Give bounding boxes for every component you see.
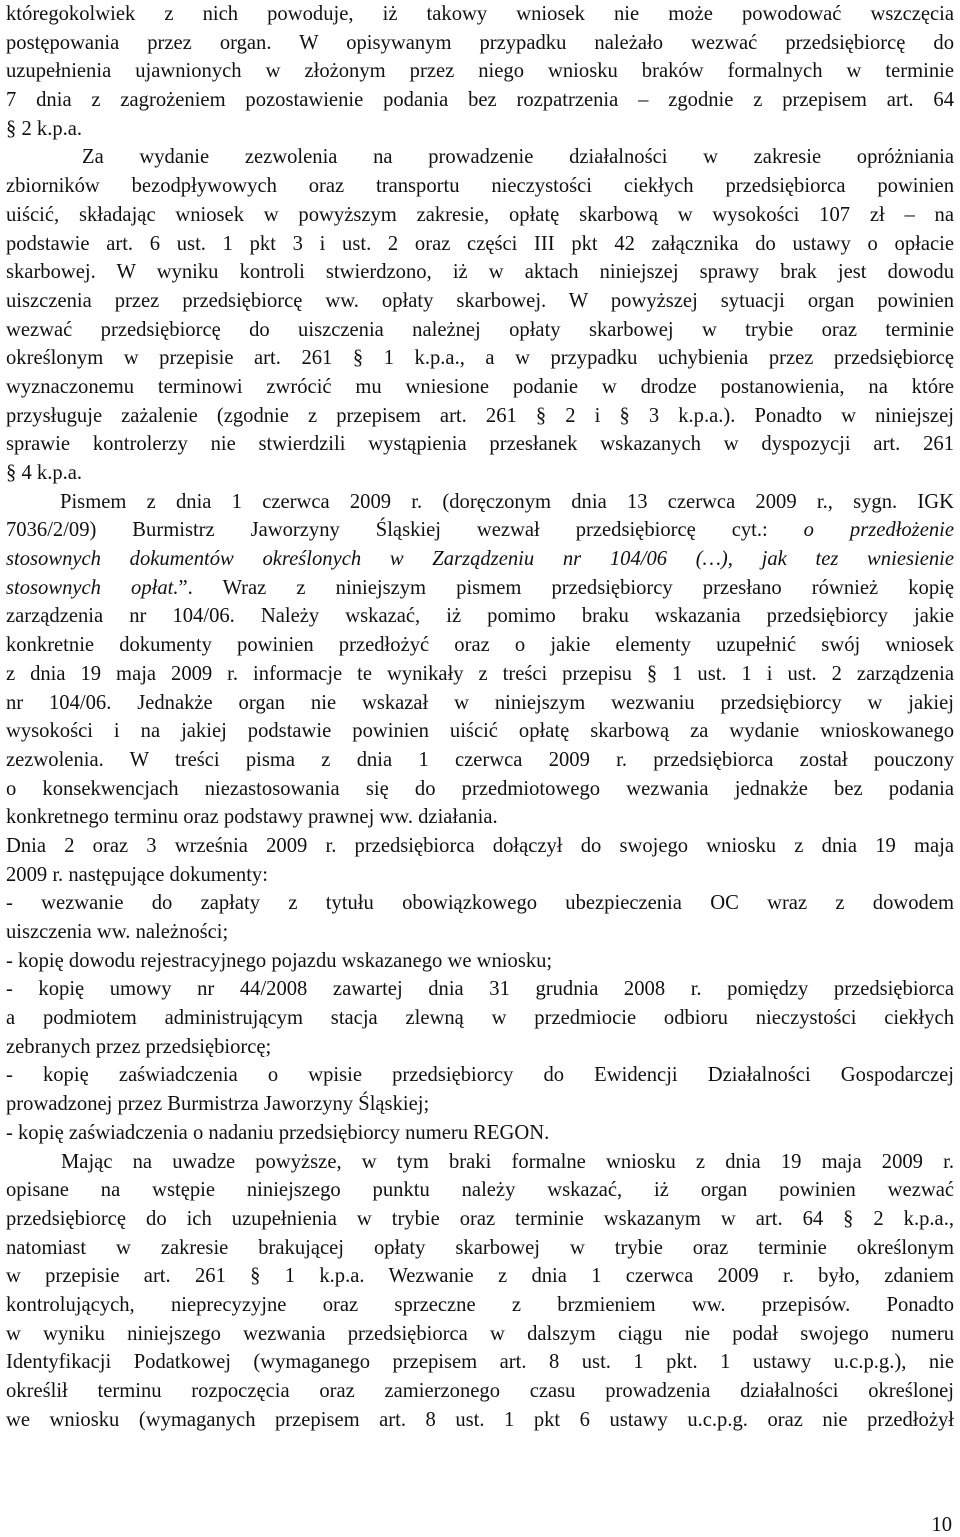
italic-quote: o przedłożenie [803, 519, 954, 542]
text-segment: 7036/2/09) Burmistrz Jaworzyny Śląskiej wezwał przedsiębiorcę cyt.: [6, 519, 804, 542]
text-line: - wezwanie do zapłaty z tytułu obowiązkowego ubezpieczenia OC wraz z dowodem [6, 892, 954, 915]
text-line [6, 516, 954, 545]
text-line: któregokolwiek z nich powoduje, iż takowy wniosek nie może powodować wszczęcia [6, 3, 954, 25]
text-line: - kopię umowy nr 44/2008 zawartej dnia 31 grudnia 2008 r. pomiędzy przedsiębiorca [6, 978, 954, 1001]
text-line: Za wydanie zezwolenia na prowadzenie działalności w zakresie opróżniania [82, 146, 954, 169]
text-line: - kopię dowodu rejestracyjnego pojazdu wskazanego we wniosku; [6, 949, 553, 972]
text-line [6, 545, 954, 574]
text-line: określił terminu rozpoczęcia oraz zamierzonego czasu prowadzenia działalności określonej [6, 1380, 954, 1402]
text-line: we wniosku (wymaganych przepisem art. 8 ust. 1 pkt 6 ustawy u.c.p.g. oraz nie przedłożył [6, 1408, 954, 1431]
text-line: zebranych przez przedsiębiorcę; [6, 1035, 272, 1058]
text-line: wysokości i na jakiej podstawie powinien uiścić opłatę skarbową za wydanie wnioskowanego [6, 720, 954, 743]
text-line: skarbowej. W wyniku kontroli stwierdzono, iż w aktach niniejszej sprawy brak jest dowodu [6, 261, 954, 284]
italic-quote: stosownych opłat. [6, 576, 179, 599]
text-line: 2009 r. następujące dokumenty: [6, 863, 268, 886]
text-line: wyznaczonemu terminowi zwrócić mu wniesione podanie w drodze postanowienia, na które [6, 375, 954, 398]
text-line: konkretnie dokumenty powinien przedłożyć oraz o jakie elementy uzupełnić swój wniosek [6, 634, 954, 657]
text-line: zbiorników bezodpływowych oraz transportu nieczystości ciekłych przedsiębiorca powinien [6, 175, 954, 198]
text-line: podstawie art. 6 ust. 1 pkt 3 i ust. 2 oraz części III pkt 42 załącznika do ustawy o opłacie [6, 232, 954, 255]
page-number: 10 [931, 1514, 952, 1536]
text-line: sprawie kontrolerzy nie stwierdzili wystąpienia przesłanek wskazanych w dyspozycji art. 261 [6, 433, 954, 456]
text-line: uzupełnienia ujawnionych w złożonym przez niego wniosku braków formalnych w terminie [6, 60, 954, 83]
text-line: Identyfikacji Podatkowej (wymaganego przepisem art. 8 ust. 1 pkt. 1 ustawy u.c.p.g.), nie [6, 1351, 954, 1374]
text-line: uiszczenia przez przedsiębiorcę ww. opłaty skarbowej. W powyższej sytuacji organ powinien [6, 289, 954, 312]
italic-quote: stosownych dokumentów określonych w Zarządzeniu nr 104/06 (…), jak tez wniesienie [6, 548, 954, 571]
text-line: konkretnego terminu oraz podstawy prawnej ww. działania. [6, 806, 498, 829]
text-line: z dnia 19 maja 2009 r. informacje te wynikały z treści przepisu § 1 ust. 1 i ust. 2 zarządzenia [6, 662, 954, 685]
text-line: zarządzenia nr 104/06. Należy wskazać, iż pomimo braku wskazania przedsiębiorcy jakie [6, 605, 954, 628]
text-line: a podmiotem administrującym stacja zlewną w przedmiocie odbioru nieczystości ciekłych [6, 1007, 954, 1030]
text-line: Pismem z dnia 1 czerwca 2009 r. (doręczonym dnia 13 czerwca 2009 r., sygn. IGK [60, 490, 954, 513]
document-body [6, 0, 954, 1434]
text-line: w przepisie art. 261 § 1 k.p.a. Wezwanie z dnia 1 czerwca 2009 r. było, zdaniem [6, 1265, 954, 1288]
text-line: natomiast w zakresie brakującej opłaty skarbowej w trybie oraz terminie określonym [6, 1236, 954, 1259]
text-line: określonym w przepisie art. 261 § 1 k.p.a., a w przypadku uchybienia przez przedsiębiorcę [6, 347, 954, 370]
text-line: wezwać przedsiębiorcę do uiszczenia należnej opłaty skarbowej w trybie oraz terminie [6, 318, 954, 341]
text-line: § 4 k.p.a. [6, 462, 83, 484]
text-line: - kopię zaświadczenia o wpisie przedsiębiorcy do Ewidencji Działalności Gospodarczej [6, 1064, 954, 1087]
text-line: przedsiębiorcę do ich uzupełnienia w trybie oraz terminie wskazanym w art. 64 § 2 k.p.a., [6, 1207, 954, 1230]
text-line: opisane na wstępie niniejszego punktu należy wskazać, iż organ powinien wezwać [6, 1179, 954, 1202]
text-line: uiszczenia ww. należności; [6, 921, 229, 943]
text-line: Dnia 2 oraz 3 września 2009 r. przedsiębiorca dołączył do swojego wniosku z dnia 19 maja [6, 834, 954, 857]
text-line: w wyniku niniejszego wezwania przedsiębiorca w dalszym ciągu nie podał swojego numeru [6, 1322, 954, 1345]
text-line: 7 dnia z zagrożeniem pozostawienie podania bez rozpatrzenia – zgodnie z przepisem art. 64 [6, 89, 954, 112]
text-line [6, 574, 954, 603]
text-line: uiścić, składając wniosek w powyższym zakresie, opłatę skarbową w wysokości 107 zł – na [6, 203, 954, 226]
text-line: postępowania przez organ. W opisywanym przypadku należało wezwać przedsiębiorcę do [6, 31, 954, 54]
text-line: kontrolujących, nieprecyzyjne oraz sprzeczne z brzmieniem ww. przepisów. Ponadto [6, 1293, 954, 1316]
text-segment: ”. Wraz z niniejszym pismem przedsiębiorcy przesłano również kopię [178, 576, 954, 599]
text-line: przysługuje zażalenie (zgodnie z przepisem art. 261 § 2 i § 3 k.p.a.). Ponadto w niniejszej [6, 404, 954, 427]
text-line: prowadzonej przez Burmistrza Jaworzyny Śląskiej; [6, 1093, 430, 1116]
text-line: - kopię zaświadczenia o nadaniu przedsiębiorcy numeru REGON. [6, 1121, 550, 1144]
text-line: o konsekwencjach niezastosowania się do przedmiotowego wezwania jednakże bez podania [6, 777, 954, 800]
text-line: nr 104/06. Jednakże organ nie wskazał w niniejszym wezwaniu przedsiębiorcy w jakiej [6, 691, 954, 714]
text-line: § 2 k.p.a. [6, 117, 83, 140]
text-line: Mając na uwadze powyższe, w tym braki formalne wniosku z dnia 19 maja 2009 r. [61, 1150, 954, 1173]
text-line: zezwolenia. W treści pisma z dnia 1 czerwca 2009 r. przedsiębiorca został pouczony [6, 748, 954, 771]
